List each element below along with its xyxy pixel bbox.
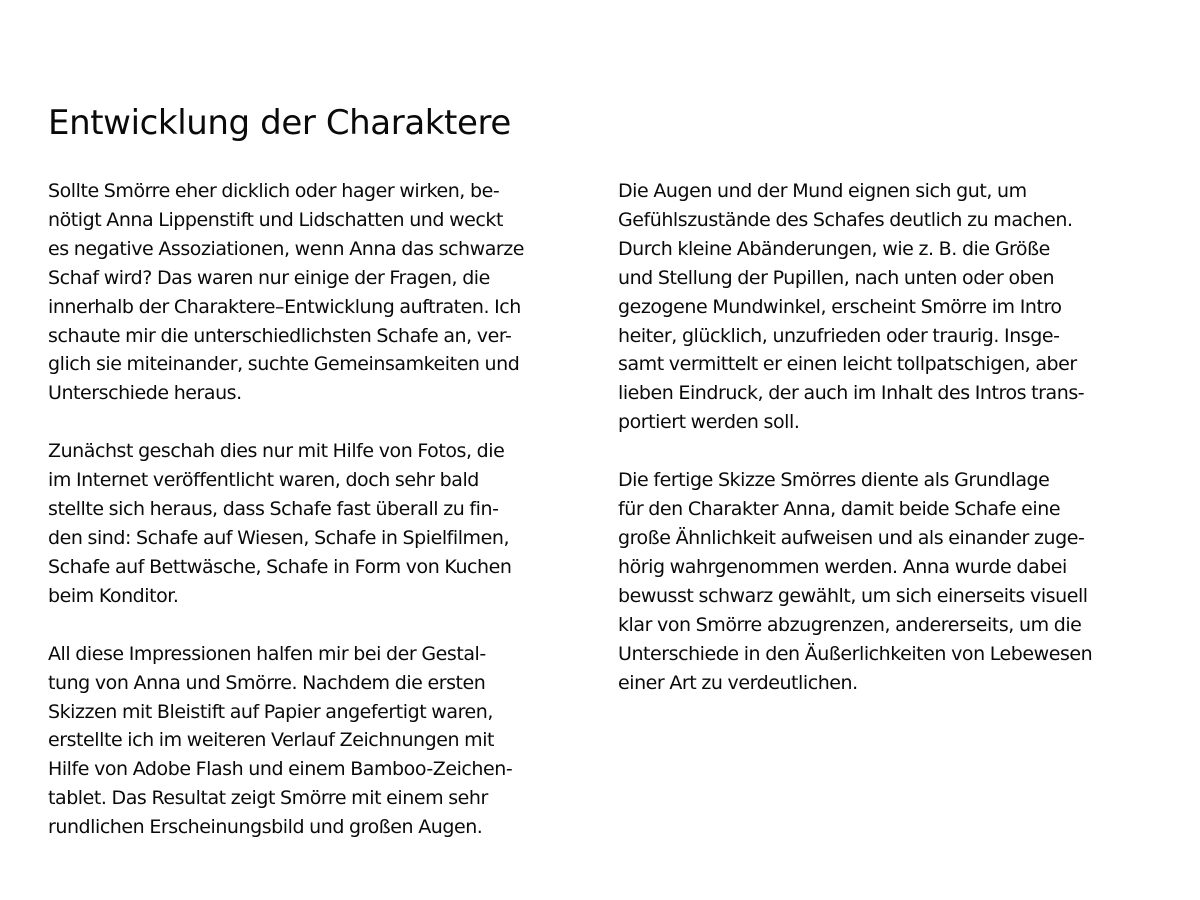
text-line: es negative Assoziationen, wenn Anna das schwarze <box>48 237 525 260</box>
text-line: innerhalb der Charaktere–Entwicklung auftraten. Ich <box>48 295 521 318</box>
text-line: erstellte ich im weiteren Verlauf Zeichnungen mit <box>48 729 495 752</box>
text-column-right <box>618 177 1178 726</box>
text-line: im Internet veröffentlicht waren, doch sehr bald <box>48 469 479 492</box>
text-line: klar von Smörre abzugrenzen, andererseits, um die <box>618 613 1082 636</box>
text-line: Unterschiede heraus. <box>48 382 242 405</box>
text-line: den sind: Schafe auf Wiesen, Schafe in Spielfilmen, <box>48 526 510 549</box>
page-title: Entwicklung der Charaktere <box>48 103 511 143</box>
text-line: bewusst schwarz gewählt, um sich einerseits visuell <box>618 584 1088 607</box>
text-line: glich sie miteinander, suchte Gemeinsamkeiten und <box>48 353 520 376</box>
text-line: tung von Anna und Smörre. Nachdem die ersten <box>48 671 486 694</box>
text-line: Schafe auf Bettwäsche, Schafe in Form von Kuchen <box>48 555 512 578</box>
text-line: rundlichen Erscheinungsbild und großen Augen. <box>48 816 483 839</box>
text-line: Schaf wird? Das waren nur einige der Fragen, die <box>48 266 490 289</box>
paragraph <box>48 177 608 408</box>
text-line: für den Charakter Anna, damit beide Schafe eine <box>618 498 1061 521</box>
paragraph <box>618 177 1178 437</box>
text-line: samt vermittelt er einen leicht tollpatschigen, aber <box>618 353 1077 376</box>
text-line: Sollte Smörre eher dicklich oder hager wirken, be- <box>48 180 500 202</box>
text-line: gezogene Mundwinkel, erscheint Smörre im Intro <box>618 295 1062 318</box>
text-line: beim Konditor. <box>48 584 179 607</box>
text-line: lieben Eindruck, der auch im Inhalt des Intros trans- <box>618 382 1085 405</box>
text-line: heiter, glücklich, unzufrieden oder traurig. Insge- <box>618 324 1060 347</box>
text-line: und Stellung der Pupillen, nach unten oder oben <box>618 266 1055 289</box>
paragraph <box>618 466 1178 697</box>
text-line: nötigt Anna Lippenstift und Lidschatten und weckt <box>48 208 503 231</box>
paragraph <box>48 640 608 842</box>
text-line: tablet. Das Resultat zeigt Smörre mit einem sehr <box>48 787 488 810</box>
text-line: portiert werden soll. <box>618 411 800 434</box>
text-line: Hilfe von Adobe Flash und einem Bamboo-Zeichen- <box>48 758 513 781</box>
text-line: Durch kleine Abänderungen, wie z. B. die Größe <box>618 237 1050 260</box>
text-column-left <box>48 177 608 871</box>
text-line: stellte sich heraus, dass Schafe fast überall zu fin- <box>48 498 499 521</box>
text-line: große Ähnlichkeit aufweisen und als einander zuge- <box>618 526 1085 549</box>
text-line: Zunächst geschah dies nur mit Hilfe von Fotos, die <box>48 440 505 463</box>
paragraph <box>48 437 608 610</box>
text-line: Die fertige Skizze Smörres diente als Grundlage <box>618 469 1050 492</box>
text-line: Gefühlszustände des Schafes deutlich zu machen. <box>618 208 1073 231</box>
text-line: hörig wahrgenommen werden. Anna wurde dabei <box>618 555 1067 578</box>
text-line: schaute mir die unterschiedlichsten Schafe an, ver- <box>48 324 512 347</box>
text-line: All diese Impressionen halfen mir bei der Gestal- <box>48 642 486 665</box>
text-line: Unterschiede in den Äußerlichkeiten von Lebewesen <box>618 642 1093 665</box>
text-line: Die Augen und der Mund eignen sich gut, um <box>618 180 1027 202</box>
text-line: Skizzen mit Bleistift auf Papier angefertigt waren, <box>48 700 493 723</box>
text-line: einer Art zu verdeutlichen. <box>618 671 858 694</box>
